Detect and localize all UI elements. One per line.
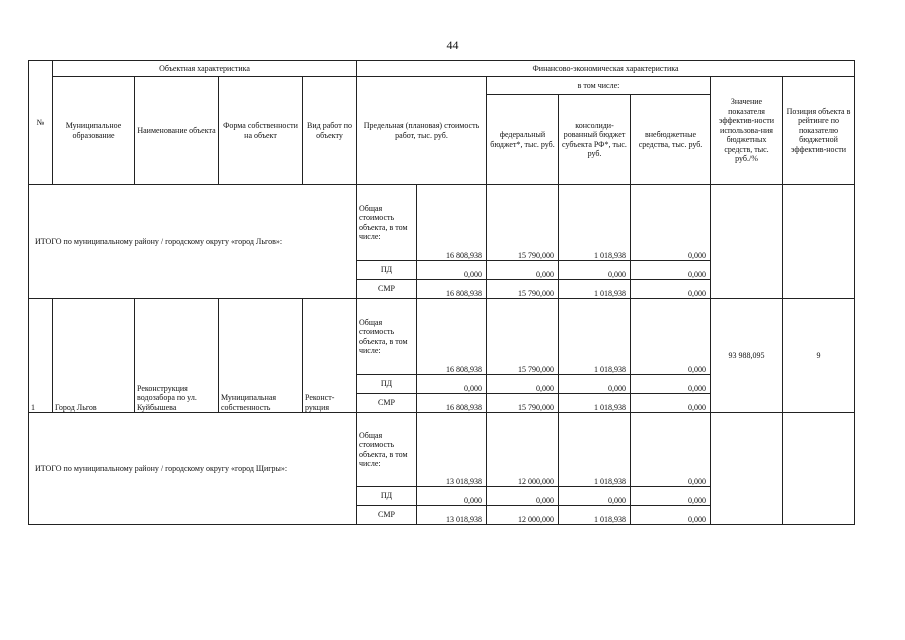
- total-shchigry-pd-federal: 0,000: [487, 487, 559, 506]
- total-lgov-smr-consolidated: 1 018,938: [559, 280, 631, 299]
- row1-smr-federal: 15 790,000: [487, 394, 559, 413]
- smr-label: СМР: [357, 280, 417, 299]
- row1-rank: 9: [783, 299, 855, 413]
- row1-total-consolidated: 1 018,938: [559, 299, 631, 375]
- total-shchigry-label: ИТОГО по муниципальному району / городскому округу «город Щигры»:: [29, 413, 357, 525]
- financial-table: [28, 60, 855, 525]
- total-cost-label: Общая стоимость объекта, в том числе:: [357, 413, 417, 487]
- pd-label: ПД: [357, 487, 417, 506]
- row1-pd-consolidated: 0,000: [559, 375, 631, 394]
- total-lgov-total-consolidated: 1 018,938: [559, 185, 631, 261]
- total-lgov-pd-federal: 0,000: [487, 261, 559, 280]
- total-cost-label: Общая стоимость объекта, в том числе:: [357, 185, 417, 261]
- total-lgov-rank: [783, 185, 855, 299]
- row1-pd-limit: 0,000: [417, 375, 487, 394]
- header-object-name: Наименование объекта: [135, 77, 219, 185]
- row1-efficiency: 93 988,095: [711, 299, 783, 413]
- header-rank: Позиция объекта в рейтинге по показателю бюджетной эффектив-ности: [783, 77, 855, 185]
- header-extrabudget: внебюджетные средства, тыс. руб.: [631, 95, 711, 185]
- pd-label: ПД: [357, 375, 417, 394]
- header-including: в том числе:: [487, 77, 711, 95]
- total-lgov-efficiency: [711, 185, 783, 299]
- total-shchigry-smr-extrabudget: 0,000: [631, 506, 711, 525]
- row1-smr-extrabudget: 0,000: [631, 394, 711, 413]
- page-number: 44: [446, 38, 459, 52]
- row1-total-federal: 15 790,000: [487, 299, 559, 375]
- total-shchigry-pd-extrabudget: 0,000: [631, 487, 711, 506]
- total-shchigry-pd-limit: 0,000: [417, 487, 487, 506]
- header-efficiency: Значение показателя эффектив-ности использова-ния бюджетных средств, тыс. руб./%: [711, 77, 783, 185]
- row1-ownership: Муниципальная собственность: [219, 299, 303, 413]
- total-shchigry-total-extrabudget: 0,000: [631, 413, 711, 487]
- row1-total-limit: 16 808,938: [417, 299, 487, 375]
- total-shchigry-total-federal: 12 000,000: [487, 413, 559, 487]
- total-lgov-total-limit: 16 808,938: [417, 185, 487, 261]
- header-municipality: Муниципальное образование: [53, 77, 135, 185]
- total-shchigry-smr-limit: 13 018,938: [417, 506, 487, 525]
- total-shchigry-smr-consolidated: 1 018,938: [559, 506, 631, 525]
- total-lgov-smr-limit: 16 808,938: [417, 280, 487, 299]
- header-consolidated: консолиди-рованный бюджет субъекта РФ*, тыс. руб.: [559, 95, 631, 185]
- total-lgov-total-federal: 15 790,000: [487, 185, 559, 261]
- total-lgov-pd-consolidated: 0,000: [559, 261, 631, 280]
- smr-label: СМР: [357, 394, 417, 413]
- row1-work-type: Реконст-рукция: [303, 299, 357, 413]
- smr-label: СМР: [357, 506, 417, 525]
- row1-smr-limit: 16 808,938: [417, 394, 487, 413]
- total-lgov-smr-federal: 15 790,000: [487, 280, 559, 299]
- row1-pd-extrabudget: 0,000: [631, 375, 711, 394]
- total-shchigry-efficiency: [711, 413, 783, 525]
- total-cost-label: Общая стоимость объекта, в том числе:: [357, 299, 417, 375]
- header-federal: федеральный бюджет*, тыс. руб.: [487, 95, 559, 185]
- row1-municipality: Город Льгов: [53, 299, 135, 413]
- total-shchigry-pd-consolidated: 0,000: [559, 487, 631, 506]
- header-finance-group: Финансово-экономическая характеристика: [357, 61, 855, 77]
- row1-smr-consolidated: 1 018,938: [559, 394, 631, 413]
- row1-object-name: Реконструкция водозабора по ул. Куйбышева: [135, 299, 219, 413]
- header-ownership: Форма собственности на объект: [219, 77, 303, 185]
- total-shchigry-smr-federal: 12 000,000: [487, 506, 559, 525]
- total-lgov-smr-extrabudget: 0,000: [631, 280, 711, 299]
- pd-label: ПД: [357, 261, 417, 280]
- total-lgov-pd-extrabudget: 0,000: [631, 261, 711, 280]
- total-lgov-label: ИТОГО по муниципальному району / городскому округу «город Льгов»:: [29, 185, 357, 299]
- row1-num: 1: [29, 299, 53, 413]
- header-object-group: Объектная характеристика: [53, 61, 357, 77]
- total-shchigry-total-consolidated: 1 018,938: [559, 413, 631, 487]
- total-lgov-total-extrabudget: 0,000: [631, 185, 711, 261]
- row1-total-extrabudget: 0,000: [631, 299, 711, 375]
- header-limit-cost: Предельная (плановая) стоимость работ, тыс. руб.: [357, 77, 487, 185]
- header-num: №: [29, 61, 53, 185]
- total-shchigry-rank: [783, 413, 855, 525]
- total-lgov-pd-limit: 0,000: [417, 261, 487, 280]
- row1-pd-federal: 0,000: [487, 375, 559, 394]
- total-shchigry-total-limit: 13 018,938: [417, 413, 487, 487]
- header-work-type: Вид работ по объекту: [303, 77, 357, 185]
